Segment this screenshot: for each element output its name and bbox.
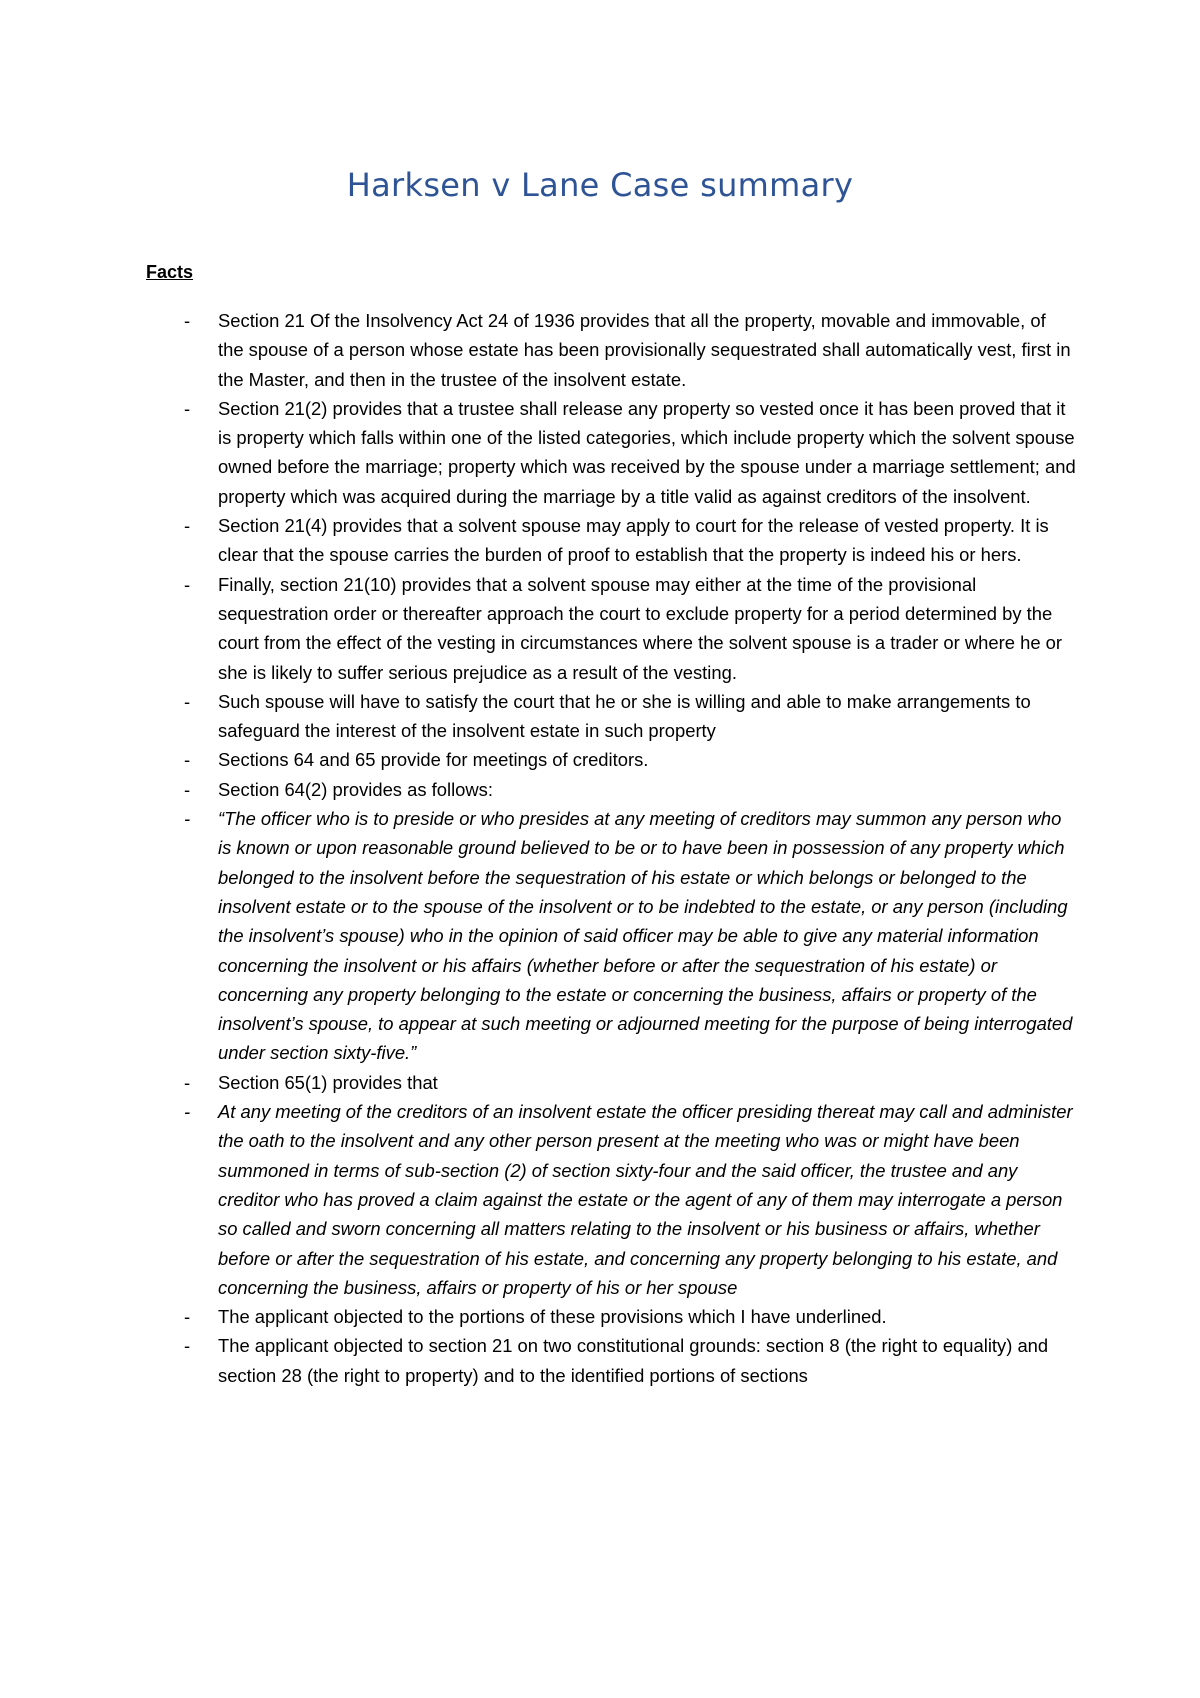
list-item: - Finally, section 21(10) provides that a solvent spouse may either at the time of the provisional sequestration order or thereafter approach the court to exclude property for a period determined by the court from the effect of the vesting in circumstances where the solvent spouse is a trader or where he or she is likely to suffer serious prejudice as a result of the vesting. <box>146 570 1076 687</box>
list-item: - Section 21 Of the Insolvency Act 24 of 1936 provides that all the property, movable and immovable, of the spouse of a person whose estate has been provisionally sequestrated shall automatically vest, first in the Master, and then in the trustee of the insolvent estate. <box>146 306 1076 394</box>
list-item: - Section 64(2) provides as follows: <box>146 775 1076 804</box>
facts-list <box>146 306 1076 1390</box>
section-heading-facts: Facts <box>146 262 194 282</box>
list-item: - “The officer who is to preside or who presides at any meeting of creditors may summon any person who is known or upon reasonable ground believed to be or to have been in possession of any property which belonged to the insolvent before the sequestration of his estate or which belongs or belonged to the insolvent estate or to the spouse of the insolvent or to be indebted to the estate, or any person (including the insolvent’s spouse) who in the opinion of said officer may be able to give any material information concerning the insolvent or his affairs (whether before or after the sequestration of his estate) or concerning any property belonging to the estate or concerning the business, affairs or property of the insolvent’s spouse, to appear at such meeting or adjourned meeting for the purpose of being interrogated under section sixty-five.” <box>146 804 1076 1068</box>
list-item: - Section 21(2) provides that a trustee shall release any property so vested once it has been proved that it is property which falls within one of the listed categories, which include property which the solvent spouse owned before the marriage; property which was received by the spouse under a marriage settlement; and property which was acquired during the marriage by a title valid as against creditors of the insolvent. <box>146 394 1076 511</box>
list-item: - The applicant objected to section 21 on two constitutional grounds: section 8 (the right to equality) and section 28 (the right to property) and to the identified portions of sections <box>146 1331 1076 1390</box>
list-item: - The applicant objected to the portions of these provisions which I have underlined. <box>146 1302 1076 1331</box>
list-item: - Sections 64 and 65 provide for meetings of creditors. <box>146 745 1076 774</box>
list-item: - Such spouse will have to satisfy the court that he or she is willing and able to make arrangements to safeguard the interest of the insolvent estate in such property <box>146 687 1076 746</box>
list-item: - Section 65(1) provides that <box>146 1068 1076 1097</box>
list-item: - Section 21(4) provides that a solvent spouse may apply to court for the release of vested property. It is clear that the spouse carries the burden of proof to establish that the property is indeed his or hers. <box>146 511 1076 570</box>
document-title: Harksen v Lane Case summary <box>346 166 854 204</box>
list-item: - At any meeting of the creditors of an insolvent estate the officer presiding thereat may call and administer the oath to the insolvent and any other person present at the meeting who was or might have been summoned in terms of sub-section (2) of section sixty-four and the said officer, the trustee and any creditor who has proved a claim against the estate or the agent of any of them may interrogate a person so called and sworn concerning all matters relating to the insolvent or his business or affairs, whether before or after the sequestration of his estate, and concerning any property belonging to his estate, and concerning the business, affairs or property of his or her spouse <box>146 1097 1076 1302</box>
